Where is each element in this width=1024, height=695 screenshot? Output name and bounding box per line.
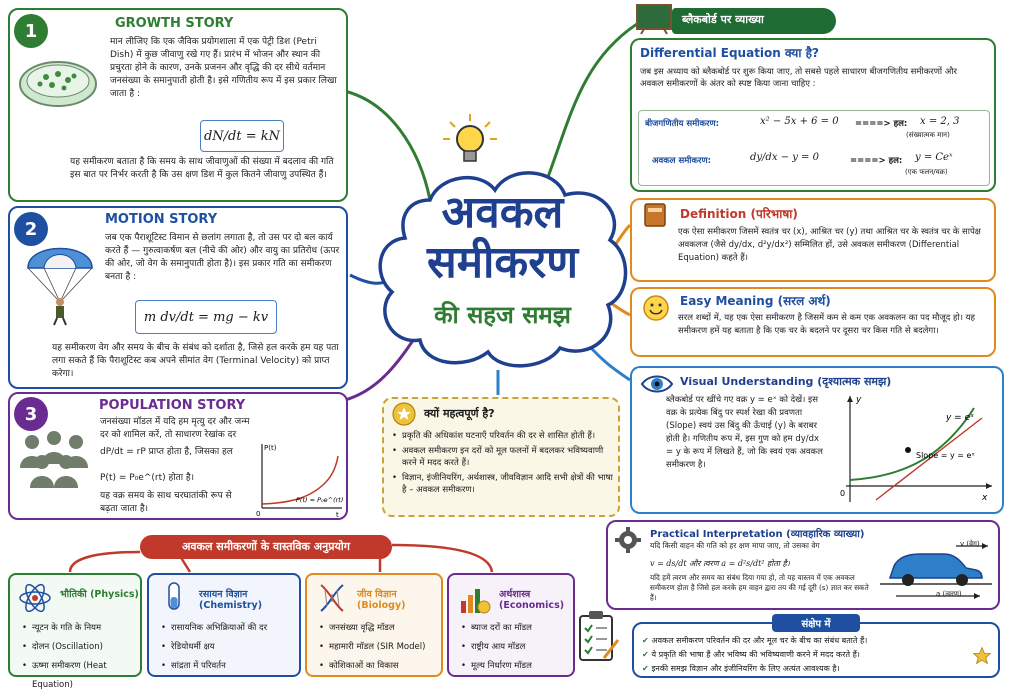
physics-title: भौतिकी (Physics)	[60, 589, 139, 600]
why-important-list	[392, 430, 614, 496]
gear-icon	[614, 526, 642, 554]
practical-text-2: यदि हमें त्वरण और समय का संबंध दिया गया हो, तो यह वास्तव में एक अवकल समीकरण होता है जिसे हल करके हम वाहन द्वारा तय की गई दूरी (s) ज्ञात कर सकते हैं।	[650, 573, 869, 602]
population-graph-origin: 0	[256, 510, 261, 518]
chemistry-item: • सांद्रता में परिवर्तन	[161, 657, 267, 676]
summary-item	[642, 634, 962, 648]
motion-story-number: 2	[14, 212, 48, 246]
economics-item: • राष्ट्रीय आय मॉडल	[461, 638, 532, 657]
easy-meaning-text: सरल शब्दों में, यह एक ऐसा समीकरण है जिसमें कम से कम एक अवकलन का पद मौजूद हो। यह समीकरण हमें यह बताता है कि एक चर के बदलने पर दूसरा चर किस गति से बदलेगा।	[678, 313, 976, 336]
app-box-chemistry	[147, 573, 301, 677]
summary-item-text: ये प्रकृति की भाषा हैं और भविष्य की भविष्यवाणी करने में मदद करते हैं।	[651, 650, 860, 659]
population-graph-xlabel: t	[336, 511, 339, 519]
definition-title: Definition (परिभाषा)	[680, 207, 798, 221]
algebraic-arrow: ====> हल:	[855, 119, 908, 129]
population-equation-2: P(t) = P₀e^(rt) होता है।	[100, 473, 195, 483]
star-icon	[972, 646, 992, 666]
differential-label: अवकल समीकरण:	[652, 156, 712, 166]
easy-meaning-title: Easy Meaning (सरल अर्थ)	[680, 294, 831, 308]
why-important-title: क्यों महत्वपूर्ण है?	[424, 407, 495, 420]
growth-story-text: मान लीजिए कि एक जैविक प्रयोगशाला में एक पेट्री डिश (Petri Dish) में कुछ जीवाणु रखे गए हैं। प्रारंभ में भोजन और स्थान की प्रचुरता होने के कारण, उनके प्रजनन और वृद्धि की दर सीधे वर्तमान जनसंख्या के समानुपाती होती है। इसे गणितीय रूप में इस प्रकार लिखा जाता है :	[110, 37, 337, 99]
exponential-graph	[832, 390, 1000, 508]
applications-header-label: अवकल समीकरणों के वास्तविक अनुप्रयोग	[182, 540, 350, 553]
differential-equation: dy/dx − y = 0	[750, 152, 819, 163]
velocity-label: v (वेग)	[960, 540, 980, 548]
chemistry-item: • रेडियोधर्मी क्षय	[161, 638, 267, 657]
lightbulb-icon	[440, 112, 500, 172]
why-item: • प्रकृति की अधिकांश घटनाएँ परिवर्तन की दर से शासित होती हैं।	[392, 430, 614, 442]
physics-item: • ऊष्मा समीकरण (Heat Equation)	[22, 657, 140, 695]
physics-item: • न्यूटन के गति के नियम	[22, 619, 140, 638]
dna-icon	[315, 581, 349, 615]
algebraic-solution: x = 2, 3	[920, 116, 960, 127]
biology-title: जीव विज्ञान (Biology)	[357, 589, 406, 611]
motion-story-title: MOTION STORY	[105, 212, 218, 227]
app-box-economics	[447, 573, 575, 677]
practical-equation: v = ds/dt और त्वरण a = d²s/dt² होता है।	[650, 559, 790, 568]
population-graph-curve-label: P(t) = P₀e^(rt)	[296, 496, 344, 504]
center-title-line1: अवकल	[441, 187, 564, 238]
visual-title: Visual Understanding (दृश्यात्मक समझ)	[680, 375, 892, 388]
why-item: • अवकल समीकरण इन दरों को मूल फलनों में बदलकर भविष्यवाणी करने में मदद करते हैं।	[392, 445, 614, 469]
differential-solution: y = Ceˣ	[915, 152, 953, 163]
population-graph-ylabel: P(t)	[264, 444, 277, 452]
test-tube-icon	[159, 581, 189, 615]
acceleration-label: a (त्वरण)	[936, 590, 962, 598]
crowd-icon	[14, 428, 94, 488]
center-subtitle: की सहज समझ	[434, 301, 571, 329]
population-growth-graph	[250, 438, 346, 518]
smiley-icon	[642, 294, 670, 322]
summary-item	[642, 662, 962, 676]
check-icon: ✔	[642, 664, 652, 673]
book-icon	[642, 202, 670, 228]
why-item: • विज्ञान, इंजीनियरिंग, अर्थशास्त्र, जीवविज्ञान आदि सभी क्षेत्रों की भाषा है – अवकल समीकरण।	[392, 472, 614, 496]
blackboard-icon	[636, 4, 672, 34]
motion-story-note: यह समीकरण वेग और समय के बीच के संबंध को दर्शाता है, जिसे हल करके हम यह पता लगा सकते हैं कि पैराशूटिस्ट कब अपने सीमांत वेग (Terminal Velocity) को प्राप्त करेगा।	[52, 343, 339, 379]
algebraic-equation: x² − 5x + 6 = 0	[760, 116, 839, 127]
growth-story-note: यह समीकरण बताता है कि समय के साथ जीवाणुओं की संख्या में बदलाव की गति इस बात पर निर्भर करती है कि उस क्षण डिश में कुल कितने जीवाणु उपस्थित हैं।	[70, 157, 334, 180]
visual-slope-label: Slope = y = eˣ	[916, 451, 975, 460]
physics-item: • दोलन (Oscillation)	[22, 638, 140, 657]
app-box-physics	[8, 573, 142, 690]
growth-equation: dN/dt = kN	[200, 120, 284, 152]
motion-story-text: जब एक पैराशूटिस्ट विमान से छलांग लगाता है, तो उस पर दो बल कार्य करते हैं — गुरुत्वाकर्षण बल (नीचे की ओर) और वायु का प्रतिरोध (ऊपर की ओर, जो वेग के समानुपाती होता है)। इस प्रकार गति का समीकरण बनता है :	[105, 233, 340, 282]
blackboard-intro: जब इस अध्याय को ब्लैकबोर्ड पर शुरू किया जाए, तो सबसे पहले साधारण बीजगणितीय समीकरणों और अवकल समीकरणों के अंतर को स्पष्ट किया जाना चाहिए :	[640, 67, 957, 89]
clipboard-icon	[574, 608, 622, 664]
biology-item: • कोशिकाओं का विकास	[319, 657, 425, 676]
petri-dish-icon	[16, 52, 100, 112]
blackboard-title: Differential Equation क्या है?	[640, 46, 820, 60]
chemistry-title: रसायन विज्ञान (Chemistry)	[199, 589, 263, 611]
algebraic-note: (संख्यात्मक मान)	[906, 131, 950, 139]
population-story-title: POPULATION STORY	[99, 398, 246, 413]
summary-item-text: इनकी समझ विज्ञान और इंजीनियरिंग के लिए अत्यंत आवश्यक है।	[651, 664, 840, 673]
algebraic-label: बीजगणितीय समीकरण:	[645, 119, 720, 129]
bar-coin-icon	[457, 581, 491, 615]
star-badge-icon	[392, 402, 416, 426]
economics-item: • मूल्य निर्धारण मॉडल	[461, 657, 532, 676]
visual-graph-origin: 0	[840, 489, 846, 498]
eye-icon	[640, 372, 674, 396]
differential-note: (एक फलन/वक्र)	[905, 168, 948, 176]
population-equation-1: dP/dt = rP प्राप्त होता है, जिसका हल	[100, 447, 233, 457]
population-story-text: जनसंख्या मॉडल में यदि हम मृत्यु दर और जन्म दर को शामिल करें, तो साधारण रेखांक दर	[100, 417, 250, 440]
chemistry-item: • रासायनिक अभिक्रियाओं की दर	[161, 619, 267, 638]
summary-list	[642, 634, 962, 676]
visual-text: ब्लैकबोर्ड पर खींचे गए वक्र y = eˣ को देखें। इस वक्र के प्रत्येक बिंदु पर स्पर्श रेखा की प्रवणता (Slope) स्वयं उस बिंदु की ऊँचाई (y) के बराबर होती है। गणितीय रूप में, इस गुण को हम dy/dx = y के रूप में लिखते हैं, जो कि स्वयं एक अवकल समीकरण है।	[666, 395, 823, 470]
economics-title: अर्थशास्त्र (Economics)	[499, 589, 565, 611]
blackboard-header-label: ब्लैकबोर्ड पर व्याख्या	[682, 13, 764, 26]
economics-item: • ब्याज दरों का मॉडल	[461, 619, 532, 638]
atom-icon	[18, 581, 52, 615]
summary-item	[642, 648, 962, 662]
visual-curve-label: y = eˣ	[946, 413, 975, 423]
biology-item: • महामारी मॉडल (SIR Model)	[319, 638, 425, 657]
visual-graph-y-label: y	[856, 395, 862, 405]
parachute-icon	[24, 236, 96, 326]
motion-equation: m dv/dt = mg − kv	[135, 300, 277, 334]
app-box-biology	[305, 573, 443, 677]
practical-title: Practical Interpretation (व्यावहारिक व्याख्या)	[650, 529, 865, 540]
summary-title: संक्षेप में	[801, 619, 831, 630]
biology-item: • जनसंख्या वृद्धि मॉडल	[319, 619, 425, 638]
growth-story-number: 1	[14, 14, 48, 48]
center-title-line2: समीकरण	[426, 237, 579, 288]
differential-arrow: ====> हल:	[850, 156, 903, 166]
visual-graph-x-label: x	[982, 493, 988, 503]
population-story-note: यह वक्र समय के साथ चरघातांकी रूप से बढ़ता जाता है।	[100, 491, 232, 514]
summary-item-text: अवकल समीकरण परिवर्तन की दर और मूल चर के बीच का संबंध बताते हैं।	[651, 636, 868, 645]
population-story-number: 3	[14, 397, 48, 431]
practical-text-1: यदि किसी वाहन की गति को हर क्षण मापा जाए, तो उसका वेग	[650, 541, 820, 550]
growth-story-title: GROWTH STORY	[115, 16, 234, 31]
check-icon: ✔	[642, 636, 652, 645]
check-icon: ✔	[642, 650, 652, 659]
definition-text: एक ऐसा समीकरण जिसमें स्वतंत्र चर (x), आश्रित चर (y) तथा आश्रित चर के स्वतंत्र चर के सापेक्ष अवकलज (जैसे dy/dx, d²y/dx²) सम्मिलित हों, उसे अवकल समीकरण (Differential Equation) कहते हैं।	[678, 227, 981, 263]
